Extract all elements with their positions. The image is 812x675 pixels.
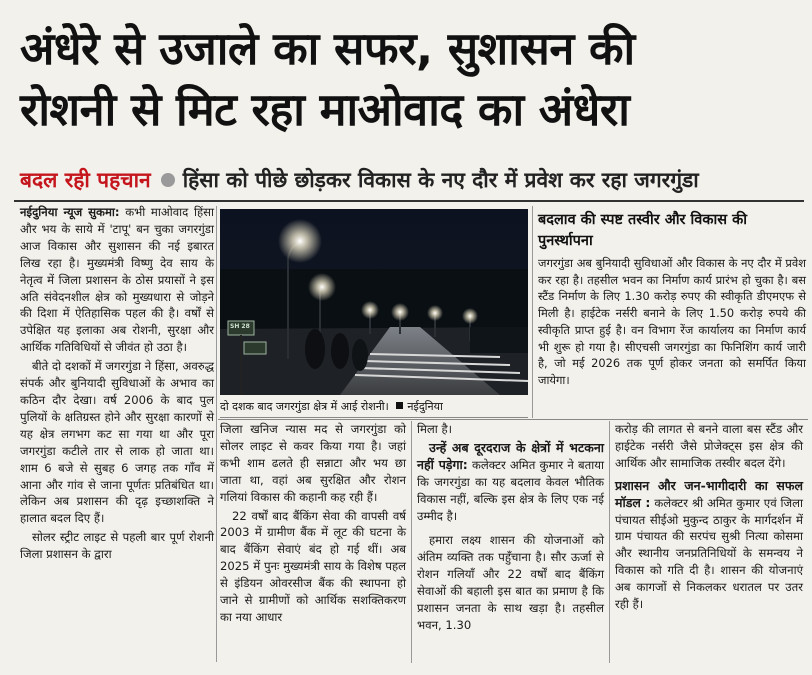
article-column-4 — [615, 421, 803, 613]
article-paragraph: कलेक्टर अमित कुमार ने बताया कि जगरगुंडा का यह बदलाव केवल भौतिक विकास नहीं, बल्कि इस क्षेत्र के लिए एक नई उम्मीद है। — [417, 457, 604, 523]
column-divider — [216, 206, 217, 662]
night-street-photo — [220, 209, 528, 395]
divider — [14, 200, 804, 202]
section-divider — [218, 419, 808, 420]
article-paragraph: कभी माओवाद हिंसा और भय के साये में 'टापू' बन चुका जगरगुंडा आज विकास और सुशासन की नई इबारत लिख रहा है। मुख्यमंत्री विष्णु देव साय के नेतृत्व में जिला प्रशासन के ठोस प्रयासों ने इस अति संवेदनशील क्षेत्र को मुख्यधारा से जोड़ने की दिशा में ऐतिहासिक पहल की है। वर्षों से उपेक्षित यह इलाका अब रोशनी, सुरक्षा और आर्थिक गतिविधियों से जीवंत हो उठा है। — [20, 205, 214, 355]
kicker-label: बदल रही पहचान — [20, 168, 151, 192]
article-column-2 — [220, 421, 406, 626]
article-paragraph: बीते दो दशकों में जगरगुंडा ने हिंसा, अवरुद्ध संपर्क और बुनियादी सुविधाओं के अभाव का कठिन दौर देखा। वर्ष 2006 के बाद पुल पुलियों के क्षतिग्रस्त होने और सुरक्षा कारणों से यह क्षेत्र लगभग कट सा गया था और पूरा जगरगुंडा कटीले तार से लाक हो जाता था। शाम 6 बजे से सुबह 6 जगह तक गाँव में आना और गांव से जाना पूर्णतः प्रतिबंधित था। लेकिन अब प्रशासन की दृढ़ इच्छाशक्ति ने हालात बदल दिए हैं। — [20, 359, 214, 526]
sidebar-body: जगरगुंडा अब बुनियादी सुविधाओं और विकास के नए दौर में प्रवेश कर रहा है। तहसील भवन का निर्माण कार्य प्रारंभ हो चुका है। बस स्टैंड निर्माण के लिए 1.30 करोड़ रुपए की स्वीकृति डीएमएफ से मिली है। हाईटेक नर्सरी बनाने के लिए 1.50 करोड़ रुपये की स्वीकृति प्राप्त हुई है। वन विभाग रेंज कार्यालय का निर्माण कार्य भी शुरू हो गया है। सीएचसी जगरगुंडा का फिनिशिंग कार्य जारी है, जो मई 2026 तक पूर्ण होकर जनता को समर्पित किया जायेगा। — [538, 256, 806, 387]
section-subheading: प्रशासन और जन-भागीदारी का सफल मॉडल : — [615, 477, 803, 510]
photo-credit: नईदुनिया — [407, 400, 443, 413]
column-divider — [411, 421, 412, 663]
headline-line-1: अंधेरे से उजाले का सफर, सुशासन की — [20, 22, 635, 75]
article-column-1 — [20, 204, 214, 563]
dateline: नईदुनिया न्यूज सुकमा: — [20, 205, 120, 219]
column-divider — [532, 206, 533, 418]
article-paragraph: मिला है। — [417, 422, 453, 436]
caption-text: दो दशक बाद जगरगुंडा क्षेत्र में आई रोशनी। — [220, 400, 389, 413]
sidebar-title: बदलाव की स्पष्ट तस्वीर और विकास की पुनर्स्थापना — [538, 212, 747, 249]
photo-illustration — [220, 209, 528, 395]
photo-caption — [220, 397, 528, 418]
section-subheading: उन्हें अब दूरदराज के क्षेत्रों में भटकना नहीं पड़ेगा: — [417, 439, 604, 472]
bullet-icon — [161, 173, 175, 187]
article-paragraph: 22 वर्षों बाद बैंकिंग सेवा की वापसी वर्ष 2003 में ग्रामीण बैंक में लूट की घटना के बाद बैंकिंग सेवाएं बंद हो गई थीं। अब 2025 में पुनः मुख्यमंत्री साय के विशेष पहल से इंडियन ओवरसीज बैंक की स्थापना हो जाने से ग्रामीणों को आर्थिक सशक्तिकरण का नया आधार — [220, 508, 406, 624]
column-divider — [609, 421, 610, 663]
sign-label: SH 28 — [230, 323, 250, 330]
article-paragraph: जिला खनिज न्यास मद से जगरगुंडा को सोलर लाइट से कवर किया गया है। जहां कभी शाम ढलते ही सन्नाटा और भय छा जाता था, वहां अब सुरक्षित और रोशन गलियां विकास की कहानी कह रही हैं। — [220, 422, 406, 504]
article-paragraph: सोलर स्ट्रीट लाइट से पहली बार पूर्ण रोशनी जिला प्रशासन के द्वारा — [20, 530, 214, 562]
headline-line-2: रोशनी से मिट रहा माओवाद का अंधेरा — [20, 83, 630, 136]
article-paragraph: हमारा लक्ष्य शासन की योजनाओं को अंतिम व्यक्ति तक पहुँचाना है। सौर ऊर्जा से रोशन गलियाँ और 22 वर्षों बाद बैंकिंग सेवाओं की बहाली इस बात का प्रमाण है कि प्रशासन जनता के साथ खड़ा है। तहसील भवन, 1.30 — [417, 533, 604, 632]
article-paragraph: कलेक्टर श्री अमित कुमार एवं जिला पंचायत सीईओ मुकुन्द ठाकुर के मार्गदर्शन में ग्राम पंचायत की सरपंच सुश्री नित्या कोसमा और स्थानीय जनप्रतिनिधियों के समन्वय ने विकास को गति दी है। शासन की योजनाएं अब कागजों से निकलकर धरातल पर उतर रही हैं। — [615, 495, 803, 612]
headline — [20, 18, 800, 140]
subheadline — [20, 164, 805, 196]
square-bullet-icon — [396, 402, 403, 409]
article-column-3 — [417, 421, 604, 634]
subheadline-text: हिंसा को पीछे छोड़कर विकास के नए दौर में प्रवेश कर रहा जगरगुंडा — [182, 168, 699, 192]
article-paragraph: करोड़ की लागत से बनने वाला बस स्टैंड और हाईटेक नर्सरी जैसे प्रोजेक्ट्स इस क्षेत्र की आर्थिक और सामाजिक तस्वीर बदल देंगे। — [615, 422, 803, 470]
